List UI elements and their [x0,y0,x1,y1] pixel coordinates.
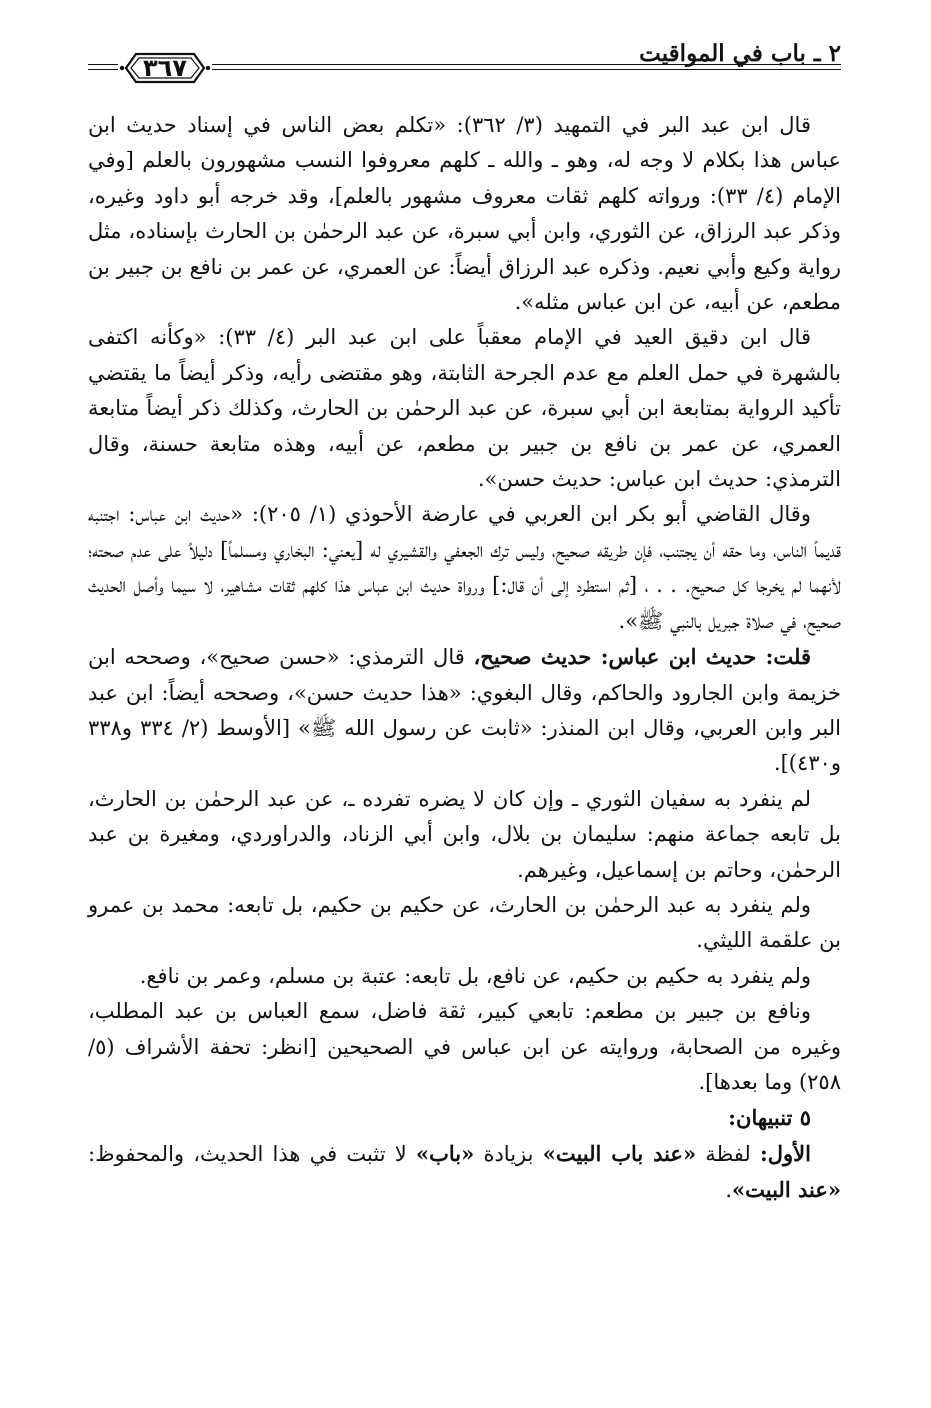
paragraph-thawri: لم ينفرد به سفيان الثوري ـ وإن كان لا يضره تفرده ـ، عن عبد الرحمٰن بن الحارث، بل تابعه جماعة منهم: سليمان بن بلال، وابن أبي الزناد، والدراوردي، ومغيرة بن عبد الرحمٰن، وحاتم بن إسماعيل، وغيرهم. [88,786,841,882]
verdict-lead: قلت: حديث ابن عباس: حديث صحيح، [473,644,811,670]
notes-heading: ٥ تنبيهان: [728,1105,811,1131]
note-first-bold-3: «عند البيت» [732,1177,841,1203]
paragraph-ibn-abd-al-barr: قال ابن عبد البر في التمهيد (٣/ ٣٦٢): «تكلم بعض الناس في إسناد حديث ابن عباس هذا بكلام لا وجه له، وهو ـ والله ـ كلهم معروفوا النسب مشهورون بالعلم [وفي الإمام (٤/ ٣٣): ورواته كلهم ثقات معروف مشهور بالعلم]، وقد خرجه أبو داود وغيره، وذكر عبد الرزاق، عن الثوري، وابن أبي سبرة، عن عبد الرحمٰن بن الحارث بإسناده، مثل رواية وكيع وأبي نعيم. وذكره عبد الرزاق أيضاً: عن العمري، عن عمر بن نافع بن جبير بن مطعم، عن أبيه، عن ابن عباس مثله». [88,113,842,315]
paragraph-abd-al-rahman: ولم ينفرد به عبد الرحمٰن بن الحارث، عن حكيم بن حكيم، بل تابعه: محمد بن عمرو بن علقمة الليثي. [88,892,841,953]
paragraph-nafi: ونافع بن جبير بن مطعم: تابعي كبير، ثقة فاضل، سمع العباس بن عبد المطلب، وغيره من الصحابة، وروايته عن ابن عباس في الصحيحين [انظر: تحفة الأشراف (٥/ ٢٥٨) وما بعدها]. [88,999,841,1094]
note-first-bold-1: «عند باب البيت» [542,1140,697,1166]
page-number-ornament [118,50,212,86]
note-first-lead: الأول: [760,1140,811,1166]
note-first-text-2: بزيادة [474,1141,543,1166]
note-first-bold-2: «باب» [415,1140,475,1166]
note-first-text-4: . [725,1178,733,1203]
paragraph-hakim: ولم ينفرد به حكيم بن حكيم، عن نافع، بل تابعه: عتبة بن مسلم، وعمر بن نافع. [139,963,811,988]
paragraph-ibn-daqiq: قال ابن دقيق العيد في الإمام معقباً على ابن عبد البر (٤/ ٣٣): «وكأنه اكتفى بالشهرة في حمل العلم مع عدم الجرحة الثابتة، وهو مقتضى رأيه، وذكر أيضاً ما يقتضي تأكيد الرواية بمتابعة ابن أبي سبرة، عن عبد الرحمٰن بن الحارث، وكذلك ذكر أيضاً متابعة العمري، عن عمر بن نافع بن جبير بن مطعم، عن أبيه، وهذه متابعة حسنة، وقال الترمذي: حديث ابن عباس: حديث حسن». [88,325,841,492]
page-number: ٣٦٧ [143,54,187,82]
note-first-text-3: لا تثبت في هذا الحديث، والمحفوظ: [88,1141,416,1166]
page-header [88,34,841,82]
page-body [88,108,841,1209]
paragraph-ibn-al-arabi: وقال القاضي أبو بكر ابن العربي في عارضة الأحوذي (١/ ٢٠٥): «حديث ابن عباس: اجتنبه قديماً الناس، وما حقه أن يجتنب، فإن طريقه صحيح، وليس ترك الجعفي والقشيري له [يعني: البخاري ومسلماً] دليلاً على عدم صحته؛ لأنهما لم يخرجا كل صحيح. . . ، [ثم استطرد إلى أن قال:] ورواة حديث ابن عباس هذا كلهم ثقات مشاهير، لا سيما وأصل الحديث صحيح، في صلاة جبريل بالنبي ﷺ». [88,502,841,633]
running-title: ٢ ـ باب في المواقيت [639,40,841,67]
paragraph-verdict [88,639,841,782]
verdict-text: قال الترمذي: «حسن صحيح»، وصححه ابن خزيمة وابن الجارود والحاكم، وقال البغوي: «هذا حديث حسن»، وصححه أيضاً: ابن عبد البر وابن العربي، وقال ابن المنذر: «ثابت عن رسول الله ﷺ» [الأوسط (٢/ ٣٣٤ و٣٣٨ و٤٣٠)]. [88,645,841,776]
note-first [88,1136,841,1209]
note-first-text-1: لفظة [696,1141,761,1166]
